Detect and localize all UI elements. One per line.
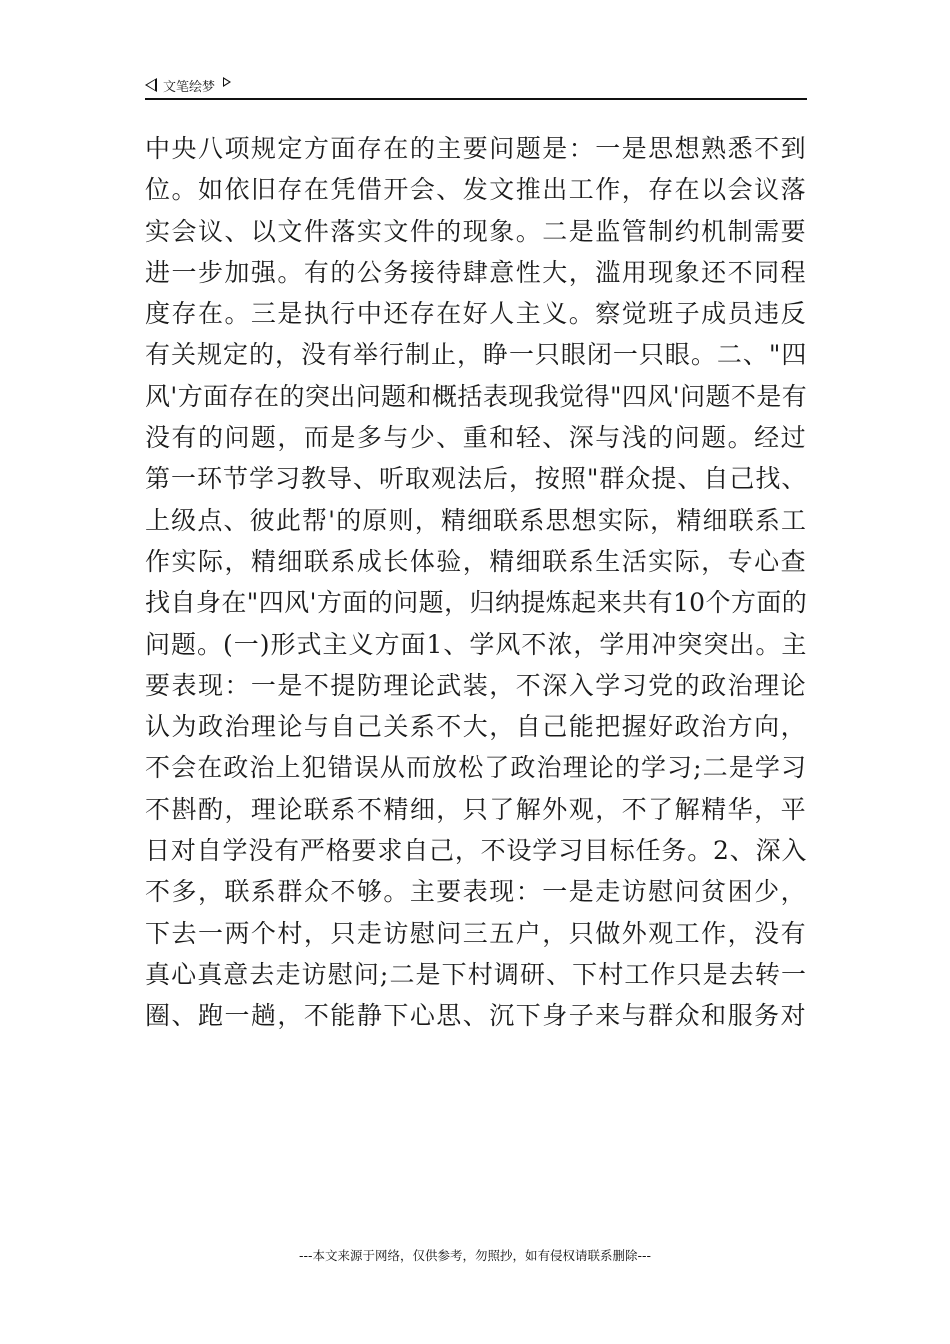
header-title: 文笔绘梦 [163,79,216,95]
text-line: 问题。(一)形式主义方面1、学风不浓，学用冲突突出。主 [145,629,807,659]
text-line: 位。如依旧存在凭借开会、发文推出工作，存在以会议落 [145,175,807,205]
text-line: 不斟酌，理论联系不精细，只了解外观，不了解精华，平 [145,794,807,824]
text-line: 要表现：一是不提防理论武装，不深入学习党的政治理论 [145,670,807,700]
page-footer: ---本文来源于网络，仅供参考，勿照抄，如有侵权请联系删除--- [298,1248,652,1263]
text-line: 进一步加强。有的公务接待肆意性大，滥用现象还不同程 [145,257,807,287]
text-line: 有关规定的，没有举行制止，睁一只眼闭一只眼。二、"四 [145,340,807,370]
text-line: 真心真意去走访慰问;二是下村调研、下村工作只是去转一 [145,959,807,989]
text-line: 度存在。三是执行中还存在好人主义。察觉班子成员违反 [145,299,807,329]
text-line: 风'方面存在的突出问题和概括表现我觉得"四风'问题不是有 [145,381,807,411]
text-line: 作实际，精细联系成长体验，精细联系生活实际，专心查 [145,546,807,576]
triangle-right-icon [223,77,231,87]
text-line: 实会议、以文件落实文件的现象。二是监管制约机制需要 [145,216,807,246]
triangle-left-icon [145,78,157,92]
text-line: 没有的问题，而是多与少、重和轻、深与浅的问题。经过 [145,423,807,453]
text-line: 第一环节学习教导、听取观法后，按照"群众提、自己找、 [145,464,807,494]
text-line: 上级点、彼此帮'的原则，精细联系思想实际，精细联系工 [145,505,807,535]
text-line: 认为政治理论与自己关系不大，自己能把握好政治方向， [145,712,807,742]
document-body [145,128,807,1037]
text-line: 下去一两个村，只走访慰问三五户，只做外观工作，没有 [145,918,807,948]
text-line: 不会在政治上犯错误从而放松了政治理论的学习;二是学习 [145,753,807,783]
text-line: 圈、跑一趟，不能静下心思、沉下身子来与群众和服务对 [145,1001,807,1031]
page-header [145,72,807,100]
text-line: 不多，联系群众不够。主要表现：一是走访慰问贫困少， [145,877,807,907]
text-line: 找自身在"四风'方面的问题，归纳提炼起来共有10个方面的 [145,588,807,618]
text-line: 日对自学没有严格要求自己，不设学习目标任务。2、深入 [145,836,807,866]
text-line: 中央八项规定方面存在的主要问题是：一是思想熟悉不到 [145,134,807,163]
